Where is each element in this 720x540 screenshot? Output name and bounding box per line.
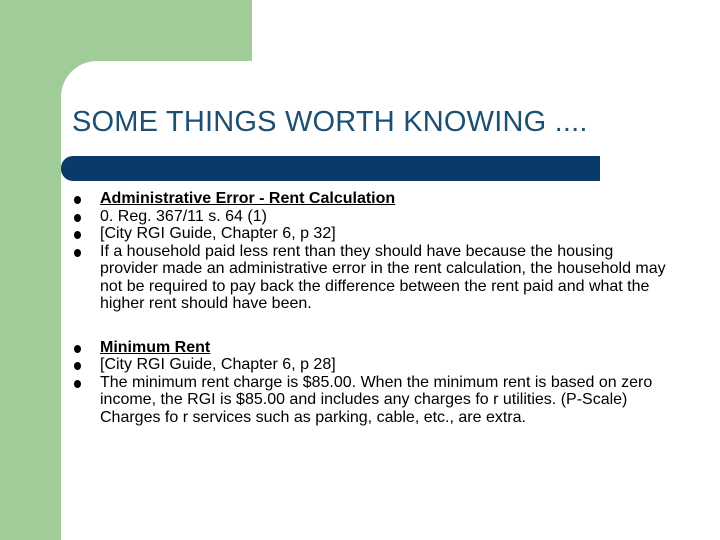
minimum-rent-body-text: The minimum rent charge is $85.00. When the minimum rent is based on zero income, the RGI is $85.00 and includes any charges fo r utilities. (P-Scale) Charges fo r services such as parking, cable, etc., are extra. (100, 373, 653, 426)
list-item (72, 208, 672, 226)
bullet-icon (74, 231, 81, 239)
bullet-icon (74, 249, 81, 257)
bullet-icon (74, 214, 81, 222)
title-underline-bar (61, 156, 600, 181)
regulation-reference: 0. Reg. 367/11 s. 64 (1) (100, 207, 267, 225)
list-item (72, 243, 672, 313)
guide-reference: [City RGI Guide, Chapter 6, p 32] (100, 225, 336, 242)
decorative-green-sidebar (0, 0, 61, 540)
list-item (72, 190, 672, 208)
list-item (72, 356, 672, 374)
list-item (72, 339, 672, 357)
section-heading-admin-error: Administrative Error - Rent Calculation (100, 190, 396, 207)
list-item (72, 225, 672, 243)
bullet-list (72, 190, 672, 426)
slide-title: SOME THINGS WORTH KNOWING .... (72, 106, 588, 138)
list-item (72, 374, 672, 427)
bullet-icon (74, 345, 81, 353)
bullet-icon (74, 196, 81, 204)
bullet-icon (74, 380, 81, 388)
section-spacer (72, 313, 672, 339)
bullet-icon (74, 362, 81, 370)
guide-reference: [City RGI Guide, Chapter 6, p 28] (100, 356, 336, 373)
section-heading-minimum-rent: Minimum Rent (100, 338, 211, 356)
admin-error-body-text: If a household paid less rent than they should have because the housing provider made an administrative error in the rent calculation, the household may not be required to pay back the difference between the rent paid and what the higher rent should have been. (100, 242, 666, 312)
